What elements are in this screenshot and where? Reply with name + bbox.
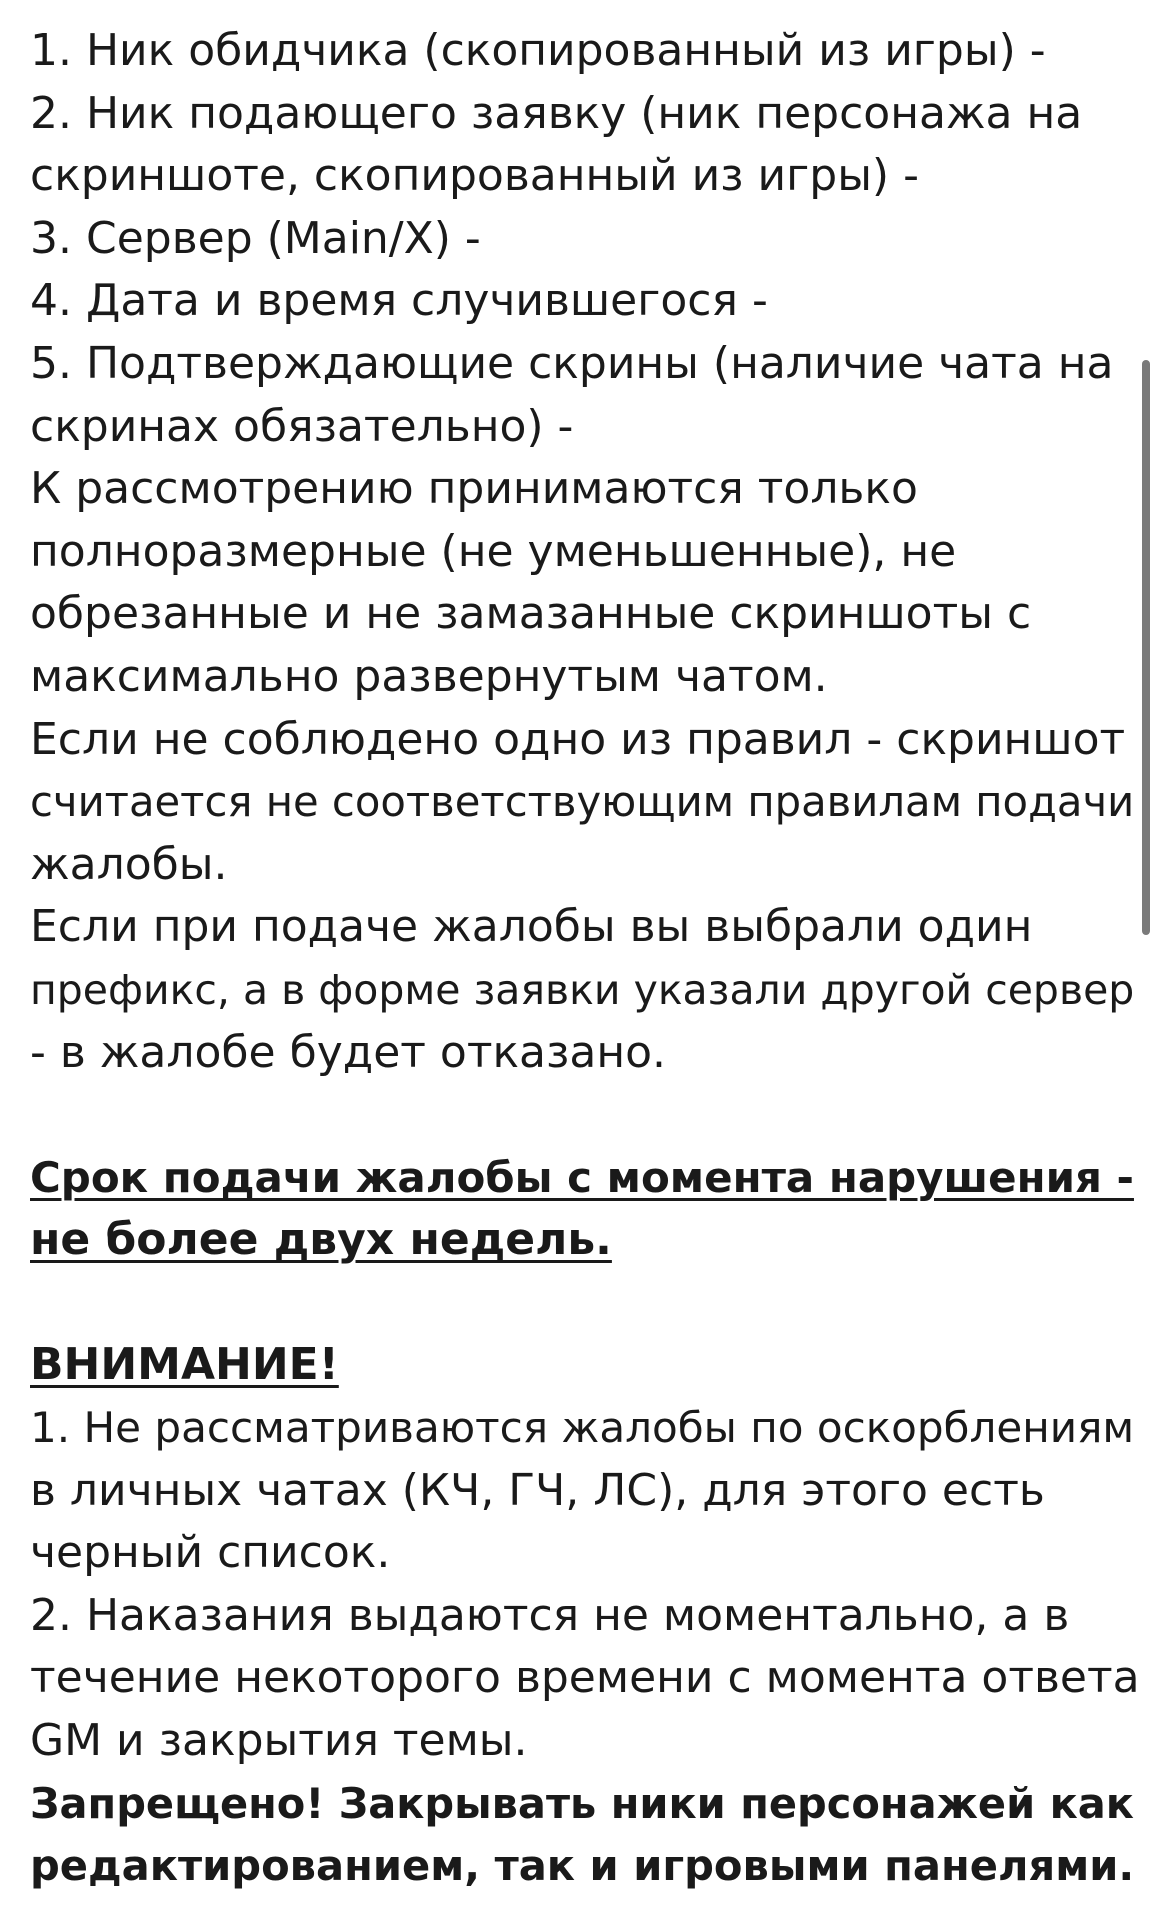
rules-text: жалобы.	[30, 838, 228, 890]
attention-text: 1. Не рассматриваются жалобы по оскорблениям	[30, 1403, 1135, 1453]
attention-heading: ВНИМАНИЕ!	[30, 1339, 339, 1391]
rules-text: максимально развернутым чатом.	[30, 650, 828, 702]
form-item-applicant-nick: 2. Ник подающего заявку (ник персонажа на	[30, 87, 1083, 139]
rules-text: К рассмотрению принимаются только	[30, 463, 918, 515]
rules-text: Если не соблюдено одно из правил - скриншот	[30, 713, 1126, 765]
attention-text: течение некоторого времени с момента ответа	[30, 1652, 1140, 1704]
form-item-datetime: 4. Дата и время случившегося -	[30, 275, 768, 327]
rules-text: Если при подаче жалобы вы выбрали один	[30, 901, 1033, 953]
scrollbar[interactable]	[1142, 360, 1150, 935]
rules-text: префикс, а в форме заявки указали другой сервер	[30, 965, 1135, 1014]
prohibition-notice: редактированием, так и игровыми панелями.	[30, 1841, 1135, 1891]
rules-text: полноразмерные (не уменьшенные), не	[30, 525, 957, 577]
attention-text: 2. Наказания выдаются не моментально, а в	[30, 1589, 1070, 1641]
attention-text: GM и закрытия темы.	[30, 1715, 528, 1767]
form-item-screenshots-cont: скринах обязательно) -	[30, 400, 574, 452]
rules-text: обрезанные и не замазанные скриншоты с	[30, 588, 1032, 640]
post-body	[30, 20, 1140, 1898]
prohibition-notice: Запрещено! Закрывать ники персонажей как	[30, 1778, 1134, 1828]
blank-line	[30, 1084, 1140, 1147]
deadline-notice: Срок подачи жалобы с момента нарушения -	[30, 1152, 1134, 1202]
form-item-offender-nick: 1. Ник обидчика (скопированный из игры) -	[30, 25, 1046, 76]
attention-text: черный список.	[30, 1527, 391, 1579]
rules-text: - в жалобе будет отказано.	[30, 1026, 667, 1078]
form-item-screenshots: 5. Подтверждающие скрины (наличие чата на	[30, 337, 1114, 389]
deadline-notice: не более двух недель.	[30, 1214, 612, 1266]
form-item-applicant-nick-cont: скриншоте, скопированный из игры) -	[30, 150, 919, 202]
attention-text: в личных чатах (КЧ, ГЧ, ЛС), для этого есть	[30, 1464, 1045, 1516]
form-item-server: 3. Сервер (Main/X) -	[30, 212, 481, 264]
rules-text: считается не соответствующим правилам подачи	[30, 777, 1135, 827]
blank-line	[30, 1272, 1140, 1335]
